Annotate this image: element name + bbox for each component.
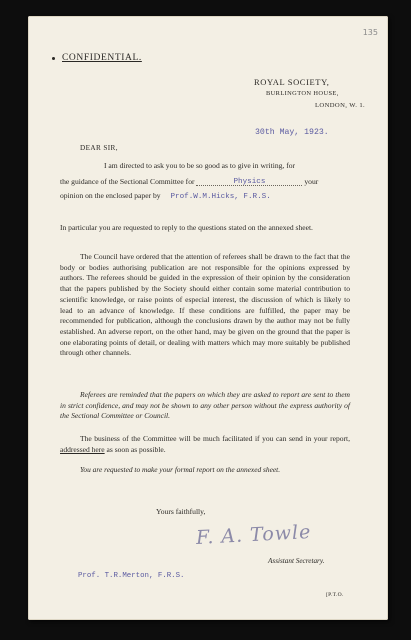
directed-line-2-suffix: your xyxy=(304,177,319,186)
referees-paragraph: Referees are reminded that the papers on which they are asked to report are sent to them in strict confidence, and may not be shown to any other person without the express authority of the Sectional Committee or Council. xyxy=(60,390,350,421)
recipient: Prof. T.R.Merton, F.R.S. xyxy=(78,572,185,580)
addressed-here: addressed here xyxy=(60,444,105,454)
directed-line-3-prefix: opinion on the enclosed paper by xyxy=(60,191,161,200)
signature: F. A. Towle xyxy=(195,520,312,550)
directed-line-3 xyxy=(60,191,271,201)
bullet-mark xyxy=(52,57,55,60)
committee-name: Physics xyxy=(233,178,266,186)
pto-mark: [P.T.O. xyxy=(326,592,344,598)
letterhead-city: LONDON, W. 1. xyxy=(315,102,366,109)
letterhead-org: ROYAL SOCIETY, xyxy=(254,77,330,87)
questions-paragraph: In particular you are requested to reply to the questions stated on the annexed sheet. xyxy=(60,223,313,232)
directed-line-1: I am directed to ask you to be so good as to give in writing, for xyxy=(104,161,296,170)
paper-author: Prof.W.M.Hicks, F.R.S. xyxy=(170,193,271,201)
letter-page xyxy=(28,16,388,620)
formal-report-note: You are requested to make your formal report on the annexed sheet. xyxy=(80,465,281,474)
council-paragraph: The Council have ordered that the attention of referees shall be drawn to the fact that the body or bodies authorising publication are not responsible for the opinions expressed by authors. The referees should be guided in the expression of their opinion by the consideration that the papers published by the Society should either contain some material contribution to scientific knowledge, or raise points of especial interest, the discussion of which is likely to lead to an advance of knowledge. If these conditions are fulfilled, the paper may be recommended for publication, although the conclusions drawn by the author may not be fully established. An adverse report, on the other hand, may be given on the ground that the paper is one elaborating points of detail, or dealing with matters which may more suitably be published through other channels. xyxy=(60,252,350,358)
business-text: The business of the Committee will be much facilitated if you can send in your report, xyxy=(80,434,350,443)
committee-field xyxy=(196,176,302,186)
business-paragraph xyxy=(60,434,350,455)
pencil-number: 135 xyxy=(362,28,378,37)
signatory-title: Assistant Secretary. xyxy=(268,557,325,565)
directed-line-2 xyxy=(60,176,318,186)
letterhead-house: BURLINGTON HOUSE, xyxy=(266,90,339,97)
business-text-end: as soon as possible. xyxy=(106,444,166,454)
confidential-heading: CONFIDENTIAL. xyxy=(62,53,142,63)
closing: Yours faithfully, xyxy=(156,507,206,516)
letter-date: 30th May, 1923. xyxy=(255,128,329,137)
directed-line-2-prefix: the guidance of the Sectional Committee for xyxy=(60,177,195,186)
salutation: DEAR SIR, xyxy=(80,144,118,152)
